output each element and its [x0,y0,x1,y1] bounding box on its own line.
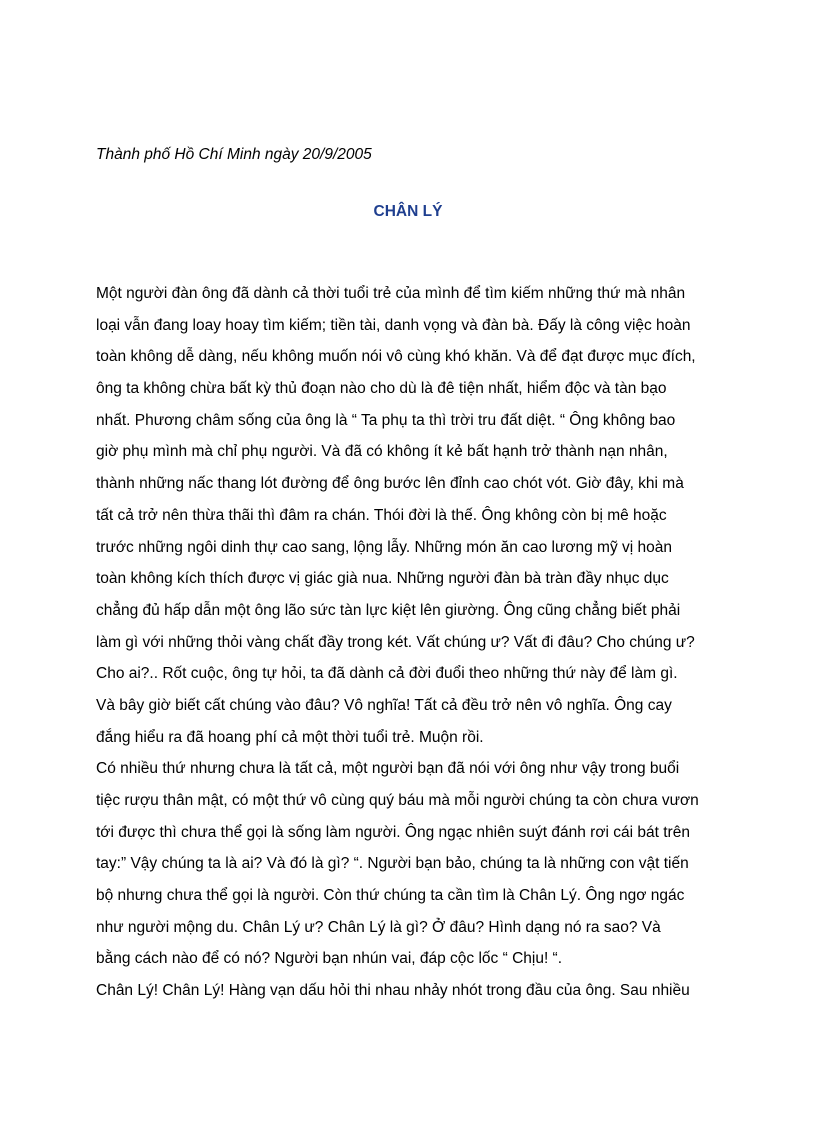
text-line: đắng hiểu ra đã hoang phí cả một thời tuổi trẻ. Muộn rồi. [96,728,484,746]
text-line: tiệc rượu thân mật, có một thứ vô cùng quý báu mà mỗi người chúng ta còn chưa vươn [96,792,699,809]
text-line: Chân Lý! Chân Lý! Hàng vạn dấu hỏi thi nhau nhảy nhót trong đầu của ông. Sau nhiều [96,982,690,1000]
body-text [96,284,736,1013]
dateline: Thành phố Hồ Chí Minh ngày 20/9/2005 [96,146,372,163]
text-line: Và bây giờ biết cất chúng vào đâu? Vô nghĩa! Tất cả đều trở nên vô nghĩa. Ông cay [96,696,672,714]
text-line: Cho ai?.. Rốt cuộc, ông tự hỏi, ta đã dành cả đời đuổi theo những thứ này để làm gì. [96,665,678,683]
text-line: loại vẫn đang loay hoay tìm kiếm; tiền tài, danh vọng và đàn bà. Đấy là công việc hoàn [96,316,691,334]
text-line: tay:” Vậy chúng ta là ai? Và đó là gì? “. Người bạn bảo, chúng ta là những con vật tiến [96,855,689,873]
text-line: toàn không kích thích được vị giác già nua. Những người đàn bà tràn đầy nhục dục [96,570,669,588]
text-line: Một người đàn ông đã dành cả thời tuổi trẻ của mình để tìm kiếm những thứ mà nhân [96,285,686,302]
text-line: như người mộng du. Chân Lý ư? Chân Lý là gì? Ở đâu? Hình dạng nó ra sao? Và [96,918,661,936]
text-line: làm gì với những thỏi vàng chất đầy trong két. Vất chúng ư? Vất đi đâu? Cho chúng ư? [96,633,695,651]
text-line: giờ phụ mình mà chỉ phụ người. Và đã có không ít kẻ bất hạnh trở thành nạn nhân, [96,443,668,461]
text-line: thành những nấc thang lót đường để ông bước lên đỉnh cao chót vót. Giờ đây, khi mà [96,475,684,493]
document-title: CHÂN LÝ [373,203,443,220]
text-line: chẳng đủ hấp dẫn một ông lão sức tàn lực kiệt lên giường. Ông cũng chẳng biết phải [96,601,681,619]
text-line: tới được thì chưa thể gọi là sống làm người. Ông ngạc nhiên suýt đánh rơi cái bát trên [96,823,690,841]
text-line: ông ta không chừa bất kỳ thủ đoạn nào cho dù là đê tiện nhất, hiểm độc và tàn bạo [96,380,667,398]
text-line: bằng cách nào để có nó? Người bạn nhún vai, đáp cộc lốc “ Chịu! “. [96,950,563,968]
text-line: tất cả trở nên thừa thãi thì đâm ra chán. Thói đời là thế. Ông không còn bị mê hoặc [96,506,667,524]
text-line: toàn không dễ dàng, nếu không muốn nói vô cùng khó khăn. Và để đạt được mục đích, [96,348,696,366]
text-line: nhất. Phương châm sống của ông là “ Ta phụ ta thì trời tru đất diệt. “ Ông không bao [96,411,676,429]
text-line: trước những ngôi dinh thự cao sang, lộng lẫy. Những món ăn cao lương mỹ vị hoàn [96,538,672,556]
text-line: Có nhiều thứ nhưng chưa là tất cả, một người bạn đã nói với ông như vậy trong buổi [96,760,680,778]
text-line: bộ nhưng chưa thể gọi là người. Còn thứ chúng ta cần tìm là Chân Lý. Ông ngơ ngác [96,887,685,905]
